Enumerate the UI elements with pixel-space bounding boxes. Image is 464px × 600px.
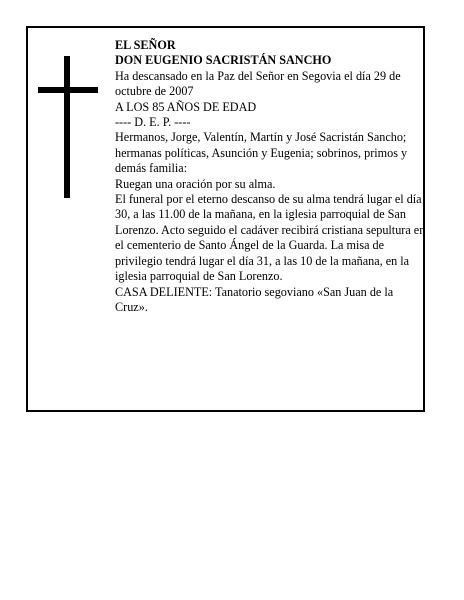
funeral-home: CASA DELIENTE: Tanatorio segoviano «San Juan de la Cruz». [115, 284, 394, 314]
age-line: A LOS 85 AÑOS DE EDAD [115, 99, 257, 114]
prayer-request: Ruegan una oración por su alma. [115, 176, 276, 191]
funeral-details: El funeral por el eterno descanso de su alma tendrá lugar el día 30, a las 11.00 de la mañana, en la iglesia parroquial de San Lorenzo. Acto seguido el cadáver recibirá cristiana sepultura en el cementerio de Santo Ángel de la Guarda. La misa de privilegio tendrá lugar el día 31, a las 10 de la mañana, en la iglesia parroquial de San Lorenzo. [115, 192, 426, 284]
death-statement: Ha descansado en la Paz del Señor en Segovia el día 29 de octubre de 2007 [115, 68, 401, 99]
rip-line: ---- D. E. P. ---- [115, 115, 191, 130]
family-list: Hermanos, Jorge, Valentín, Martín y José Sacristán Sancho; hermanas políticas, Asunción y Eugenia; sobrinos, primos y demás familia: [115, 130, 408, 176]
obituary-notice [26, 26, 425, 412]
cross-vertical-bar [64, 56, 70, 198]
notice-body [115, 38, 427, 315]
cross-icon [38, 56, 98, 198]
deceased-name: DON EUGENIO SACRISTÁN SANCHO [115, 53, 332, 68]
cross-horizontal-bar [38, 87, 98, 93]
notice-heading: EL SEÑOR [115, 38, 176, 52]
